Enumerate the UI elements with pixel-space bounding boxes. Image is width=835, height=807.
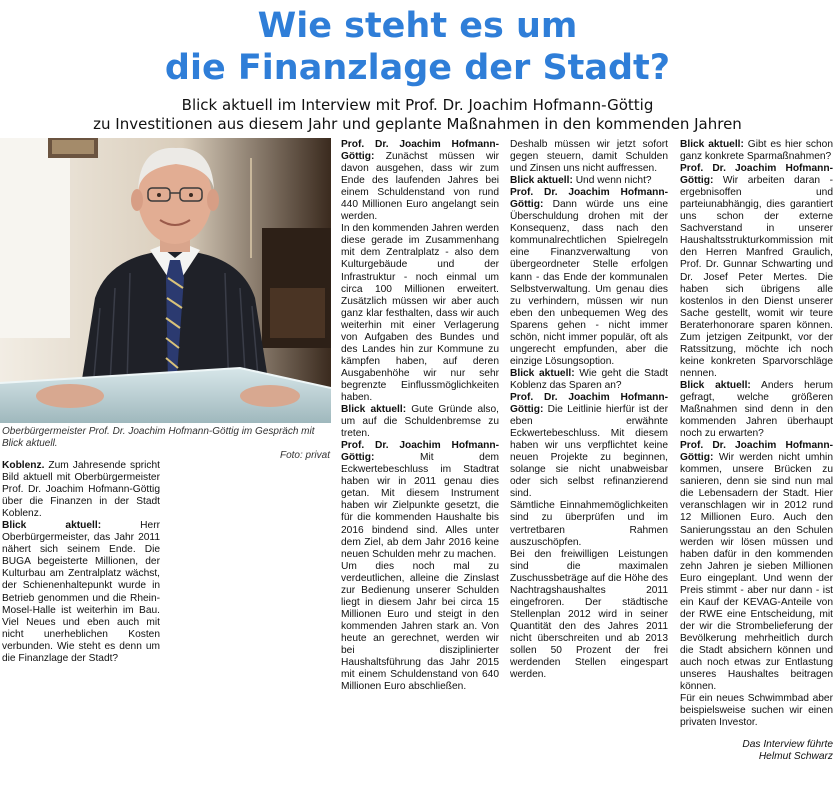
photo-credit: Foto: privat bbox=[279, 450, 330, 461]
mayor-portrait-illustration bbox=[0, 138, 331, 423]
subheadline-line-1: Blick aktuell im Interview mit Prof. Dr. Joachim Hofmann-Göttig bbox=[181, 96, 654, 114]
question-6: Blick aktuell: Anders herum gefragt, welche größeren Maßnahmen sind denn in den kommenden Jahren überhaupt noch zu erwarten? bbox=[680, 379, 833, 440]
answer-4-revenue: Sämtliche Einnahmemöglichkeiten sind zu überprüfen und im vertretbaren Rahmen auszuschöpfen. bbox=[510, 500, 668, 548]
speaker-label: Blick aktuell: bbox=[510, 175, 573, 187]
speaker-label: Prof. Dr. Joachim Hofmann-Göttig: bbox=[680, 163, 833, 187]
article-column-3 bbox=[341, 139, 499, 693]
answer-1-continued: In den kommenden Jahren werden diese gerade im Zusammenhang mit dem Zentralplatz - also dem Kulturgebäude und der Infrastruktur - noch einmal um circa 100 Millionen erweitert. Zusätzlich müssen wir aber auch ganz klar festhalten, dass wir auch weiterhin mit einer Verlagerung von Aufgaben des Bundes und des Landes hin zur Kommune zu kämpfen haben, auf deren Ausgabenhöhe wir nur sehr begrenzte Einflussmöglichkeiten haben. bbox=[341, 223, 499, 403]
answer-3: Prof. Dr. Joachim Hofmann-Göttig: Dann würde uns eine Überschuldung drohen mit der Konsequenz, dass nach den kommunalrechtlichen Spielregeln eine Finanzverwaltung von übergeordneter Stelle erfolgen kann - das Ende der kommunalen Selbstverwaltung. Um genau dies zu verhindern, müssen wir nun eben den unbequemen Weg des Sparens gehen - nicht immer schön, nicht immer populär, oft als ungerecht empfunden, aber die einzige Lösungsoption. bbox=[510, 187, 668, 367]
article-column-1 bbox=[2, 460, 160, 665]
speaker-label: Prof. Dr. Joachim Hofmann-Göttig: bbox=[680, 440, 833, 464]
question-4: Blick aktuell: Wie geht die Stadt Koblenz das Sparen an? bbox=[510, 367, 668, 391]
speaker-label: Prof. Dr. Joachim Hofmann-Göttig: bbox=[510, 391, 668, 416]
answer-6: Prof. Dr. Joachim Hofmann-Göttig: Wir werden nicht umhin kommen, unsere Brücken zu sanieren, denn sie sind nun mal die Lebensadern der Stadt. Hier veranschlagen wir in 2012 rund 12 Millionen Euro. Auch den Sanierungsstau an den Schulen werden wir lösen müssen und haben dafür in den kommenden zehn Jahren je sieben Millionen Euro eingeplant. Und wenn der Preis stimmt - aber nur dann - ist ein Kauf der KEVAG-Anteile von der RWE eine Entscheidung, mit der wir die Strombelieferung der Bevölkerung mehrheitlich durch die Stadt absichern können und auch noch etwas zur Entlastung unseres Haushaltes beitragen können. bbox=[680, 440, 833, 693]
speaker-label: Prof. Dr. Joachim Hofmann-Göttig: bbox=[341, 139, 499, 163]
speaker-label: Blick aktuell: bbox=[2, 520, 102, 532]
answer-1: Prof. Dr. Joachim Hofmann-Göttig: Zunächst müssen wir davon ausgehen, dass wir zum Ende des laufenden Jahres bei einem Schuldenstand von rund 440 Millionen Euro angelangt sein werden. bbox=[341, 139, 499, 223]
speaker-label: Prof. Dr. Joachim Hofmann-Göttig: bbox=[341, 440, 499, 464]
answer-4: Prof. Dr. Joachim Hofmann-Göttig: Die Leitlinie hierfür ist der eben erwähnte Eckwertebeschluss. Mit diesem haben wir uns verpflichtet keine neuen Projekte zu beginnen, solange sie nicht unabweisbar oder sich selbst refinanzierend sind. bbox=[510, 391, 668, 500]
headline-line-1: Wie steht es um bbox=[257, 6, 578, 46]
speaker-label: Blick aktuell: bbox=[510, 367, 575, 379]
subheadline-line-2: zu Investitionen aus diesem Jahr und geplante Maßnahmen in den kommenden Jahren bbox=[93, 115, 742, 133]
article-column-5 bbox=[680, 139, 833, 763]
answer-2-conclusion: Deshalb müssen wir jetzt sofort gegen steuern, damit Schulden und Zinsen uns nicht auffressen. bbox=[510, 139, 668, 175]
speaker-label: Prof. Dr. Joachim Hofmann-Göttig: bbox=[510, 187, 668, 211]
question-5: Blick aktuell: Gibt es hier schon ganz konkrete Sparmaßnahmen? bbox=[680, 139, 833, 163]
answer-6-swimming-pool: Für ein neues Schwimmbad aber beispielsweise suchen wir einen privaten Investor. bbox=[680, 693, 833, 729]
question-1: Blick aktuell: Herr Oberbürgermeister, das Jahr 2011 nähert sich seinem Ende. Die BUGA begeisterte Millionen, der Kulturbau am Zentralplatz wächst, der Schienenhaltepunkt wurde in Betrieb genommen und die Rhein-Mosel-Halle ist weiterhin im Bau. Viel Neues und eben auch mit nicht unerheblichen Kosten verbunden. Wie steht es denn um die Finanzlage der Stadt? bbox=[2, 520, 160, 664]
speaker-label: Blick aktuell: bbox=[680, 139, 744, 150]
caption-text: Oberbürgermeister Prof. Dr. Joachim Hofmann-Göttig im Gespräch mit Blick aktuell. bbox=[2, 426, 315, 449]
speaker-label: Blick aktuell: bbox=[680, 379, 751, 391]
speaker-label: Blick aktuell: bbox=[341, 404, 407, 416]
mayor-photo bbox=[0, 138, 331, 423]
question-2: Blick aktuell: Gute Gründe also, um auf die Schuldenbremse zu treten. bbox=[341, 404, 499, 440]
intro-paragraph: Koblenz. Zum Jahresende spricht Bild aktuell mit Oberbürgermeister Prof. Dr. Joachim Hofmann-Göttig über die Finanzen in der Stadt Koblenz. bbox=[2, 460, 160, 520]
answer-5: Prof. Dr. Joachim Hofmann-Göttig: Wir arbeiten daran - ergebnisoffen und parteiunabhängig, dies garantiert uns schon der externe Sachverstand in unserer Haushaltsstrukturkommission mit den Herren Manfred Graulich, Prof. Dr. Gunnar Schwarting und Dr. Josef Peter Mertes. Die haben sich übrigens alle kostenlos in den Dienst unserer Sache gestellt, womit wir teure Beraterhonorare sparen können. Zum jetzigen Zeitpunkt, vor der Ratssitzung, möchte ich noch keine konkreten Sparvorschläge nennen. bbox=[680, 163, 833, 379]
answer-4-benefits: Bei den freiwilligen Leistungen sind die maximalen Zuschussbeträge auf die Höhe des Nachtragshaushaltes 2011 eingefroren. Der städtische Stellenplan 2012 wird in seiner Quantität den des Jahres 2011 nicht überschreiten und ab 2013 sollen 50 Prozent der frei werdenden Stellen eingespart werden. bbox=[510, 548, 669, 681]
interviewer-signature: Das Interview führte Helmut Schwarz bbox=[742, 739, 833, 763]
answer-2-continued: Um dies noch mal zu verdeutlichen, alleine die Zinslast zur Bedienung unserer Schulden liegt in diesem Jahr bei circa 15 Millionen Euro und steigt in den kommenden Jahren stark an. Von heute an gerechnet, werden wir bei disziplinierter Haushaltsführung das Jahr 2015 mit einem Schuldenstand von 640 Millionen Euro abschließen. bbox=[341, 560, 499, 693]
article-column-4 bbox=[510, 139, 668, 681]
photo-caption bbox=[2, 426, 330, 462]
answer-2: Prof. Dr. Joachim Hofmann-Göttig: Mit dem Eckwertebeschluss im Stadtrat haben wir in 2011 genau dies getan. Mit diesem Instrument haben wir Zielpunkte gesetzt, die für die kommenden Haushalte bis 2016 bindend sind. Alles unter dem Ziel, ab dem Jahr 2016 keine neuen Schulden mehr zu machen. bbox=[341, 440, 499, 560]
question-3: Blick aktuell: Und wenn nicht? bbox=[510, 175, 652, 187]
headline-line-2: die Finanzlage der Stadt? bbox=[164, 48, 671, 88]
dateline: Koblenz. bbox=[2, 460, 45, 471]
